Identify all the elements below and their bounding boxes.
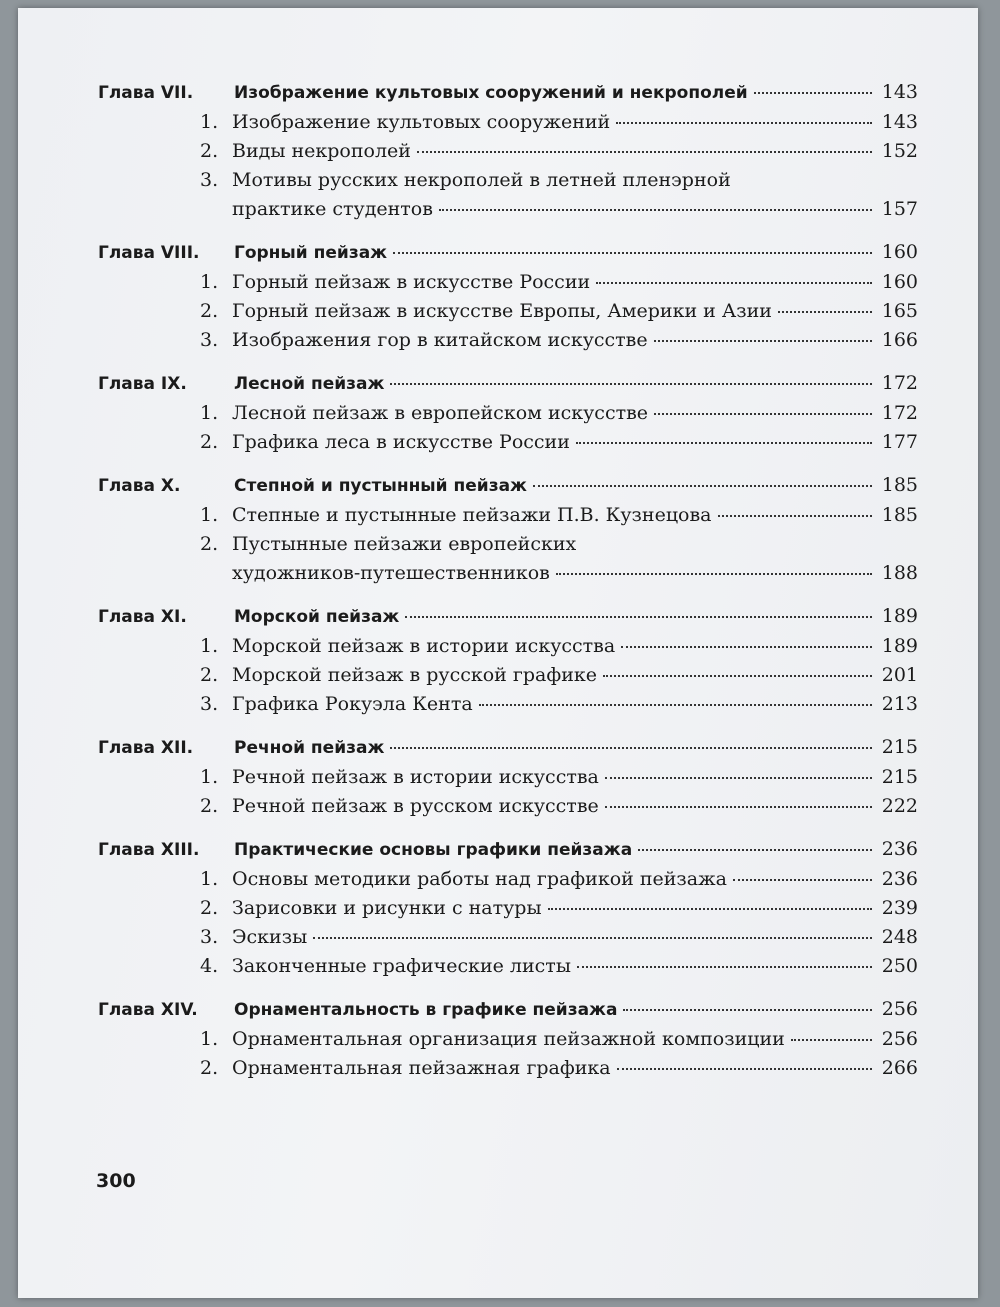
section-number: 1. (200, 402, 219, 424)
chapter-block (98, 995, 918, 1083)
chapter-block (98, 835, 918, 981)
chapter-title: Практические основы графики пейзажа (234, 840, 633, 860)
dot-leader (533, 485, 872, 487)
section-number: 2. (200, 664, 219, 686)
section-page-number: 152 (881, 140, 918, 162)
section-title: Пустынные пейзажи европейских (232, 533, 577, 555)
chapter-page-number: 172 (881, 372, 918, 394)
dot-leader (621, 646, 872, 648)
page-number: 300 (96, 1170, 136, 1192)
chapter-heading (98, 369, 918, 399)
section-title: Речной пейзаж в истории искусства (232, 766, 599, 788)
section-title: практике студентов (232, 198, 433, 220)
chapter-heading (98, 602, 918, 632)
section-number: 2. (200, 140, 219, 162)
chapter-block (98, 733, 918, 821)
toc-entry (98, 166, 918, 195)
section-page-number: 160 (881, 271, 918, 293)
section-page-number: 188 (881, 562, 918, 584)
section-title: Лесной пейзаж в европейском искусстве (232, 402, 649, 424)
section-page-number: 165 (881, 300, 918, 322)
chapter-label: Глава X. (98, 476, 181, 496)
chapter-block (98, 369, 918, 457)
section-page-number: 250 (881, 955, 918, 977)
dot-leader (654, 340, 872, 342)
section-title: художников-путешественников (232, 562, 550, 584)
toc-entry (98, 792, 918, 821)
chapter-page-number: 160 (881, 241, 918, 263)
toc-entry (98, 1054, 918, 1083)
chapter-label: Глава XI. (98, 607, 187, 627)
toc-entry (98, 559, 918, 588)
toc-entry (98, 195, 918, 224)
dot-leader (417, 151, 872, 153)
toc-entry (98, 632, 918, 661)
dot-leader (556, 573, 872, 575)
section-number: 3. (200, 329, 219, 351)
toc-entry (98, 865, 918, 894)
dot-leader (616, 122, 872, 124)
section-title: Изображения гор в китайском искусстве (232, 329, 648, 351)
section-page-number: 215 (881, 766, 918, 788)
section-page-number: 239 (881, 897, 918, 919)
section-page-number: 236 (881, 868, 918, 890)
section-page-number: 256 (881, 1028, 918, 1050)
chapter-label: Глава XIV. (98, 1000, 198, 1020)
chapter-title: Речной пейзаж (234, 738, 385, 758)
dot-leader (577, 966, 872, 968)
chapter-title: Орнаментальность в графике пейзажа (234, 1000, 618, 1020)
dot-leader (654, 413, 872, 415)
dot-leader (576, 442, 872, 444)
section-title: Графика Рокуэла Кента (232, 693, 473, 715)
section-number: 3. (200, 926, 219, 948)
dot-leader (638, 849, 872, 851)
section-title: Изображение культовых сооружений (232, 111, 611, 133)
chapter-page-number: 185 (881, 474, 918, 496)
dot-leader (718, 515, 872, 517)
toc-entry (98, 326, 918, 355)
toc-entry (98, 108, 918, 137)
section-page-number: 222 (881, 795, 918, 817)
chapter-heading (98, 238, 918, 268)
chapter-title: Горный пейзаж (234, 243, 388, 263)
toc-entry (98, 501, 918, 530)
toc-entry (98, 428, 918, 457)
dot-leader (778, 311, 872, 313)
dot-leader (791, 1039, 872, 1041)
dot-leader (603, 675, 872, 677)
dot-leader (733, 879, 872, 881)
section-title: Законченные графические листы (232, 955, 571, 977)
section-number: 1. (200, 635, 219, 657)
section-number: 1. (200, 868, 219, 890)
table-of-contents (98, 78, 918, 1097)
chapter-title: Лесной пейзаж (234, 374, 385, 394)
section-title: Степные и пустынные пейзажи П.В. Кузнецова (232, 504, 712, 526)
toc-entry (98, 1025, 918, 1054)
section-title: Виды некрополей (232, 140, 411, 162)
section-number: 2. (200, 897, 219, 919)
dot-leader (548, 908, 872, 910)
chapter-label: Глава IX. (98, 374, 187, 394)
section-number: 2. (200, 300, 219, 322)
chapter-label: Глава VII. (98, 83, 194, 103)
chapter-label: Глава XII. (98, 738, 194, 758)
section-page-number: 177 (881, 431, 918, 453)
section-title: Графика леса в искусстве России (232, 431, 570, 453)
dot-leader (439, 209, 872, 211)
section-title: Основы методики работы над графикой пейзажа (232, 868, 727, 890)
section-page-number: 166 (881, 329, 918, 351)
section-number: 4. (200, 955, 219, 977)
dot-leader (479, 704, 872, 706)
toc-entry (98, 137, 918, 166)
chapter-title: Степной и пустынный пейзаж (234, 476, 527, 496)
section-page-number: 266 (881, 1057, 918, 1079)
chapter-heading (98, 733, 918, 763)
chapter-title: Изображение культовых сооружений и некрополей (234, 83, 748, 103)
section-page-number: 248 (881, 926, 918, 948)
dot-leader (390, 747, 872, 749)
dot-leader (405, 616, 872, 618)
chapter-page-number: 189 (881, 605, 918, 627)
toc-entry (98, 399, 918, 428)
chapter-label: Глава VIII. (98, 243, 200, 263)
dot-leader (393, 252, 872, 254)
chapter-heading (98, 835, 918, 865)
chapter-block (98, 78, 918, 224)
chapter-heading (98, 78, 918, 108)
chapter-page-number: 215 (881, 736, 918, 758)
section-number: 1. (200, 111, 219, 133)
chapter-block (98, 602, 918, 719)
section-number: 1. (200, 766, 219, 788)
toc-entry (98, 661, 918, 690)
chapter-page-number: 256 (881, 998, 918, 1020)
section-title: Морской пейзаж в истории искусства (232, 635, 616, 657)
section-title: Орнаментальная пейзажная графика (232, 1057, 611, 1079)
toc-entry (98, 763, 918, 792)
section-page-number: 157 (881, 198, 918, 220)
section-title: Речной пейзаж в русском искусстве (232, 795, 599, 817)
section-page-number: 143 (881, 111, 918, 133)
dot-leader (623, 1009, 872, 1011)
section-title: Горный пейзаж в искусстве Европы, Америки и Азии (232, 300, 772, 322)
section-page-number: 201 (881, 664, 918, 686)
toc-entry (98, 923, 918, 952)
section-number: 1. (200, 1028, 219, 1050)
section-title: Мотивы русских некрополей в летней пленэрной (232, 169, 731, 191)
chapter-page-number: 236 (881, 838, 918, 860)
section-page-number: 172 (881, 402, 918, 424)
dot-leader (390, 383, 872, 385)
section-number: 2. (200, 1057, 219, 1079)
dot-leader (605, 777, 872, 779)
toc-entry (98, 952, 918, 981)
chapter-page-number: 143 (881, 81, 918, 103)
section-number: 2. (200, 431, 219, 453)
section-number: 3. (200, 693, 219, 715)
toc-entry (98, 894, 918, 923)
section-number: 3. (200, 169, 219, 191)
chapter-heading (98, 995, 918, 1025)
dot-leader (617, 1068, 872, 1070)
section-number: 2. (200, 533, 219, 555)
section-page-number: 213 (881, 693, 918, 715)
chapter-block (98, 238, 918, 355)
section-title: Горный пейзаж в искусстве России (232, 271, 591, 293)
toc-entry (98, 690, 918, 719)
chapter-label: Глава XIII. (98, 840, 200, 860)
section-page-number: 185 (881, 504, 918, 526)
section-number: 1. (200, 504, 219, 526)
dot-leader (605, 806, 872, 808)
section-page-number: 189 (881, 635, 918, 657)
section-title: Морской пейзаж в русской графике (232, 664, 597, 686)
toc-entry (98, 297, 918, 326)
toc-entry (98, 268, 918, 297)
chapter-title: Морской пейзаж (234, 607, 400, 627)
dot-leader (596, 282, 872, 284)
section-title: Эскизы (232, 926, 308, 948)
dot-leader (313, 937, 872, 939)
section-number: 2. (200, 795, 219, 817)
section-number: 1. (200, 271, 219, 293)
chapter-heading (98, 471, 918, 501)
section-title: Зарисовки и рисунки с натуры (232, 897, 542, 919)
section-title: Орнаментальная организация пейзажной композиции (232, 1028, 785, 1050)
book-page (18, 8, 978, 1298)
toc-entry (98, 530, 918, 559)
dot-leader (754, 92, 872, 94)
chapter-block (98, 471, 918, 588)
